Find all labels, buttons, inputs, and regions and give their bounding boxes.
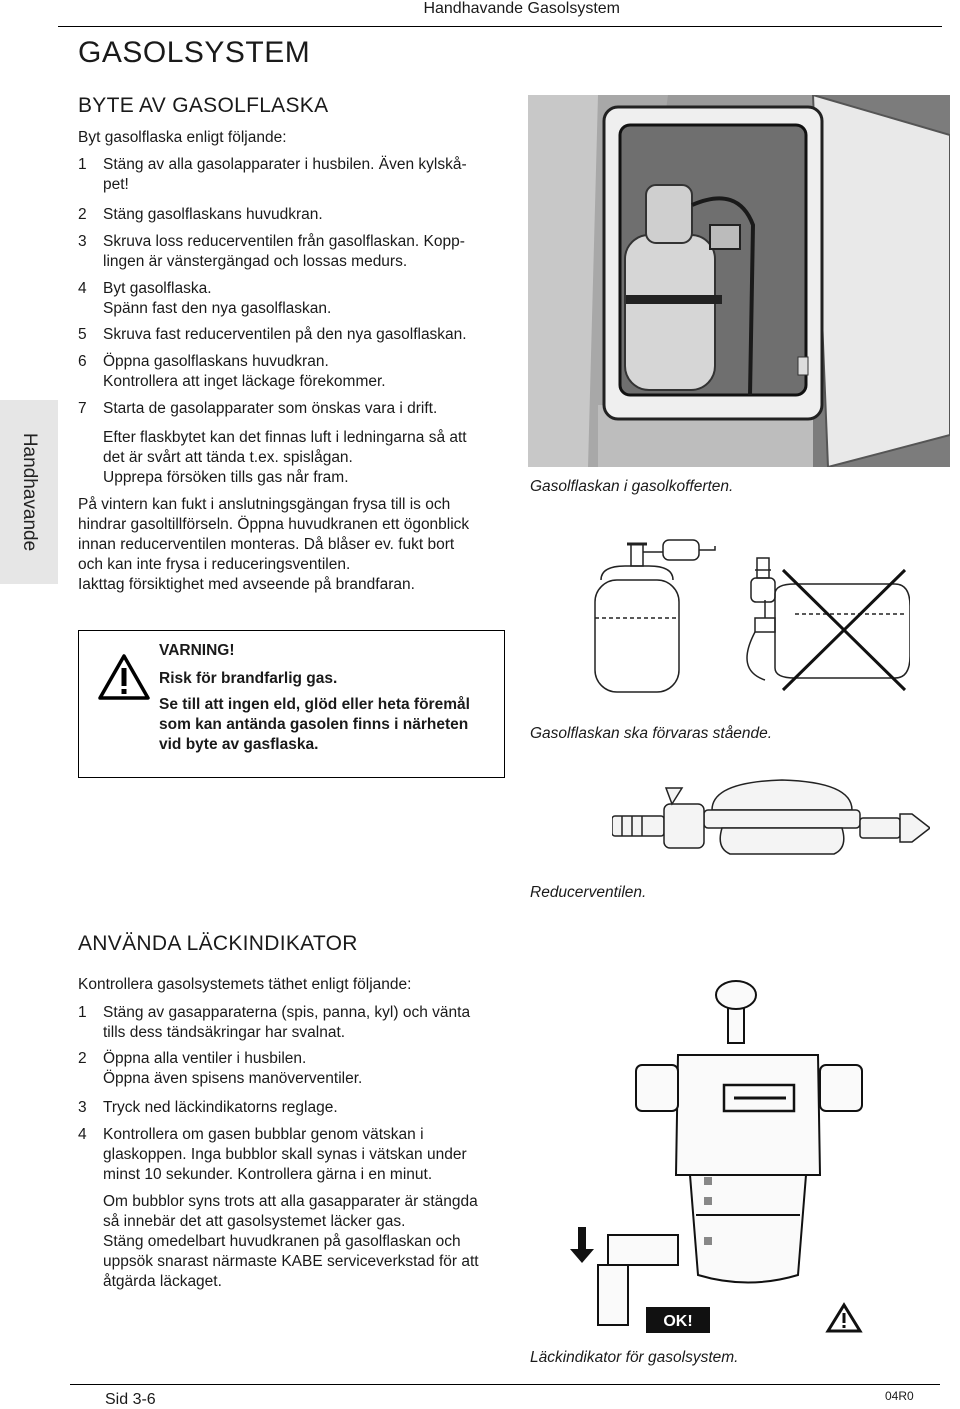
page-title: GASOLSYSTEM bbox=[78, 36, 311, 69]
cylinder-orientation-diagram bbox=[565, 530, 910, 700]
warning-body bbox=[159, 695, 499, 755]
note-line: På vintern kan fukt i anslutningsgängan frysa till is och bbox=[78, 496, 451, 513]
step-text: Öppna alla ventiler i husbilen. bbox=[103, 1050, 307, 1067]
step-number: 1 bbox=[78, 1004, 87, 1021]
caption-indicator: Läckindikator för gasolsystem. bbox=[530, 1349, 739, 1366]
step-number: 7 bbox=[78, 400, 87, 417]
running-header: Handhavande Gasolsystem bbox=[423, 0, 620, 17]
step-text: tills dess tändsäkringar har svalnat. bbox=[103, 1024, 346, 1041]
lack-intro: Kontrollera gasolsystemets täthet enligt följande: bbox=[78, 976, 412, 993]
step-text: pet! bbox=[103, 176, 129, 193]
warning-triangle-icon bbox=[97, 653, 151, 701]
step-text: lingen är vänstergängad och lossas medurs. bbox=[103, 253, 408, 270]
winter-note bbox=[78, 495, 518, 595]
warning-line: vid byte av gasflaska. bbox=[159, 736, 319, 753]
section-heading-lack: ANVÄNDA LÄCKINDIKATOR bbox=[78, 932, 358, 955]
step-number: 1 bbox=[78, 156, 87, 173]
revision-code: 04R0 bbox=[885, 1389, 914, 1403]
footer-rule bbox=[70, 1384, 940, 1385]
final-note bbox=[103, 1192, 523, 1292]
note-line: åtgärda läckaget. bbox=[103, 1273, 222, 1290]
note-line: Stäng omedelbart huvudkranen på gasolflaskan och bbox=[103, 1233, 461, 1250]
note-line: Efter flaskbytet kan det finnas luft i ledningarna så att bbox=[103, 429, 467, 446]
step-number: 6 bbox=[78, 353, 87, 370]
step-text: Öppna gasolflaskans huvudkran. bbox=[103, 353, 329, 370]
note-line: och kan inte frysa i reduceringsventilen. bbox=[78, 556, 351, 573]
step-number: 3 bbox=[78, 1099, 87, 1116]
step-number: 4 bbox=[78, 280, 87, 297]
gas-cabinet-photo bbox=[528, 95, 950, 467]
caption-cabinet: Gasolflaskan i gasolkofferten. bbox=[530, 478, 734, 495]
step-text: Skruva fast reducerventilen på den nya gasolflaskan. bbox=[103, 326, 467, 343]
note-line: så innebär det att gasolsystemet läcker gas. bbox=[103, 1213, 406, 1230]
note-line: Iakttag försiktighet med avseende på brandfaran. bbox=[78, 576, 415, 593]
warning-line: Se till att ingen eld, glöd eller heta föremål bbox=[159, 696, 470, 713]
byte-intro: Byt gasolflaska enligt följande: bbox=[78, 129, 287, 146]
section-heading-byte: BYTE AV GASOLFLASKA bbox=[78, 94, 329, 117]
step-text: glaskoppen. Inga bubblor skall synas i vätskan under bbox=[103, 1146, 467, 1163]
step-text: Starta de gasolapparater som önskas vara i drift. bbox=[103, 400, 438, 417]
leak-indicator-drawing bbox=[528, 965, 950, 1342]
warning-title: VARNING! bbox=[159, 642, 235, 659]
step-text: Kontrollera att inget läckage förekommer. bbox=[103, 373, 386, 390]
note-line: det är svårt att tända t.ex. spislågan. bbox=[103, 449, 353, 466]
step-text: Tryck ned läckindikatorns reglage. bbox=[103, 1099, 338, 1116]
warning-box bbox=[78, 630, 505, 778]
caption-upright: Gasolflaskan ska förvaras stående. bbox=[530, 725, 773, 742]
step-text: Skruva loss reducerventilen från gasolflaskan. Kopp- bbox=[103, 233, 465, 250]
note-line: innan reducerventilen monteras. Då blåser ev. fukt bort bbox=[78, 536, 455, 553]
step-text: Stäng gasolflaskans huvudkran. bbox=[103, 206, 323, 223]
note-line: Upprepa försöken tills gas når fram. bbox=[103, 469, 349, 486]
page-number: Sid 3-6 bbox=[105, 1391, 156, 1408]
warning-line: som kan antända gasolen finns i närheten bbox=[159, 716, 469, 733]
step-number: 5 bbox=[78, 326, 87, 343]
side-tab bbox=[0, 400, 58, 584]
step-number: 2 bbox=[78, 206, 87, 223]
regulator-drawing bbox=[612, 770, 930, 870]
ok-label: OK! bbox=[663, 1313, 693, 1330]
step-number: 2 bbox=[78, 1050, 87, 1067]
step-number: 3 bbox=[78, 233, 87, 250]
header-rule bbox=[58, 26, 942, 27]
step-text: minst 10 sekunder. Kontrollera gärna i en minut. bbox=[103, 1166, 433, 1183]
step-text: Stäng av alla gasolapparater i husbilen. Även kylskå- bbox=[103, 156, 467, 173]
warning-risk: Risk för brandfarlig gas. bbox=[159, 670, 338, 687]
step-text: Stäng av gasapparaterna (spis, panna, kyl) och vänta bbox=[103, 1004, 471, 1021]
caption-regulator: Reducerventilen. bbox=[530, 884, 647, 901]
note-line: Om bubblor syns trots att alla gasapparater är stängda bbox=[103, 1193, 478, 1210]
note-line: uppsök snarast närmaste KABE serviceverkstad för att bbox=[103, 1253, 479, 1270]
step-number: 4 bbox=[78, 1126, 87, 1143]
step-text: Kontrollera om gasen bubblar genom vätskan i bbox=[103, 1126, 424, 1143]
note-line: hindrar gasoltillförseln. Öppna huvudkranen ett ögonblick bbox=[78, 516, 470, 533]
step-text: Spänn fast den nya gasolflaskan. bbox=[103, 300, 332, 317]
step-text: Öppna även spisens manöverventiler. bbox=[103, 1070, 363, 1087]
side-tab-label: Handhavande bbox=[19, 432, 40, 552]
step-text: Byt gasolflaska. bbox=[103, 280, 212, 297]
after-note bbox=[103, 428, 523, 488]
